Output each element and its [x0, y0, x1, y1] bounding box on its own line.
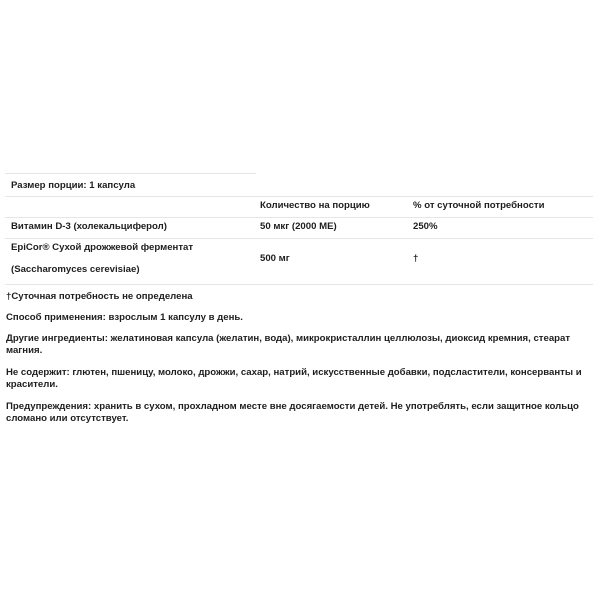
ingredient-amount: 500 мг	[260, 253, 290, 264]
ingredient-name: Витамин D-3 (холекальциферол)	[11, 221, 167, 232]
ingredient-name-line1: EpiCor® Сухой дрожжевой ферментат	[11, 242, 194, 253]
serving-size: Размер порции: 1 капсула	[11, 180, 136, 191]
header-daily-value: % от суточной потребности	[413, 200, 545, 211]
ingredient-daily-value: †	[413, 253, 419, 264]
divider-after-header	[5, 217, 593, 218]
free-of-list: Не содержит: глютен, пшеницу, молоко, дрожжи, сахар, натрий, искусственные добавки, подсластители, консерванты и красители.	[6, 367, 582, 390]
row-divider	[5, 238, 593, 239]
ingredient-amount: 50 мкг (2000 МЕ)	[260, 221, 337, 232]
ingredient-name-line2: (Saccharomyces cerevisiae)	[11, 264, 140, 275]
divider-after-serving	[5, 196, 593, 197]
usage-directions: Способ применения: взрослым 1 капсулу в день.	[6, 312, 243, 323]
ingredient-daily-value: 250%	[413, 221, 438, 232]
table-top-divider	[5, 173, 256, 174]
table-bottom-divider	[5, 284, 593, 285]
header-amount: Количество на порцию	[260, 200, 370, 211]
daily-value-footnote: †Суточная потребность не определена	[6, 291, 193, 302]
other-ingredients: Другие ингредиенты: желатиновая капсула (желатин, вода), микрокристаллин целлюлозы, диоксид кремния, стеарат магния.	[6, 333, 571, 356]
warnings: Предупреждения: хранить в сухом, прохладном месте вне досягаемости детей. Не употреблять, если защитное кольцо сломано или отсутствует.	[6, 401, 579, 424]
